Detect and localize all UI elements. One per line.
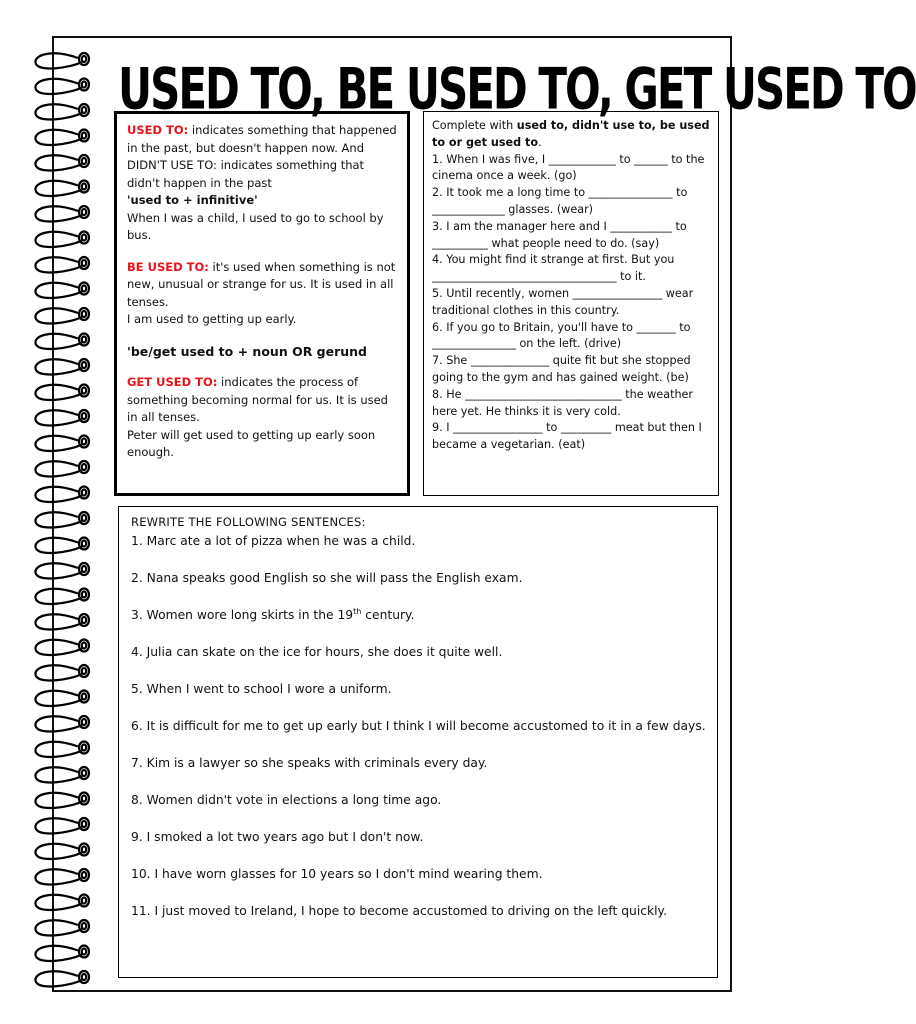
get-used-to-definition (127, 374, 399, 427)
get-used-to-example: Peter will get used to getting up early soon enough. (127, 427, 376, 459)
grammar-explanation-box (114, 111, 410, 496)
exercise-item: 8. He ____________________________ the weather here yet. He thinks it is very cold. (432, 387, 694, 418)
spiral-binding-icon (30, 46, 100, 996)
rewrite-heading: REWRITE THE FOLLOWING SENTENCES: (131, 515, 366, 529)
rewrite-sentence: 1. Marc ate a lot of pizza when he was a child. (131, 533, 416, 548)
rewrite-exercise-box (118, 506, 718, 978)
be-get-formula: 'be/get used to + noun OR gerund (127, 343, 368, 359)
rewrite-sentence: 5. When I went to school I wore a uniform. (131, 681, 392, 696)
exercise-instructions: Complete with used to, didn't use to, be used to or get used to. (432, 119, 710, 149)
rewrite-sentence: 2. Nana speaks good English so she will pass the English exam. (131, 570, 523, 585)
rewrite-sentence: 10. I have worn glasses for 10 years so I don't mind wearing them. (131, 866, 543, 881)
exercise-item: 7. She ______________ quite fit but she stopped going to the gym and has gained weight. (be) (432, 354, 691, 384)
be-used-to-example: I am used to getting up early. (127, 312, 297, 326)
be-used-to-description: it's used when something is not new, unusual or strange for us. It is used in all tenses. (127, 259, 396, 309)
rewrite-sentence: 8. Women didn't vote in elections a long time ago. (131, 792, 442, 807)
exercise-options: used to, didn't use to, be used to or get used to (432, 119, 710, 149)
used-to-formula: 'used to + infinitive' (127, 193, 258, 207)
rewrite-sentence: 7. Kim is a lawyer so she speaks with criminals every day. (131, 755, 488, 770)
rewrite-sentence: 4. Julia can skate on the ice for hours, she does it quite well. (131, 644, 503, 659)
rewrite-sentence: 3. Women wore long skirts in the 19th century. (131, 606, 415, 622)
exercise-item: 6. If you go to Britain, you'll have to _______ to _______________ on the left. (drive) (432, 320, 691, 351)
be-used-to-definition (127, 259, 399, 312)
exercise-item: 1. When I was five, I ____________ to ______ to the cinema once a week. (go) (432, 152, 705, 183)
rewrite-sentence: 11. I just moved to Ireland, I hope to become accustomed to driving on the left quickly. (131, 903, 667, 918)
exercise-item: 9. I ________________ to _________ meat but then I became a vegetarian. (eat) (432, 421, 702, 452)
be-used-to-heading: BE USED TO: (127, 259, 209, 274)
get-used-to-heading: GET USED TO: (127, 375, 218, 389)
exercise-item: 4. You might find it strange at first. But you _________________________________ to it. (432, 253, 675, 284)
exercise-item: 2. It took me a long time to _______________ to _____________ glasses. (wear) (432, 186, 688, 216)
rewrite-sentence: 9. I smoked a lot two years ago but I don't now. (131, 829, 424, 844)
page-title: USED TO, BE USED TO, GET USED TO (118, 56, 916, 123)
complete-exercise-box (423, 111, 719, 496)
used-to-example: When I was a child, I used to go to school by bus. (127, 210, 384, 242)
get-used-to-description: indicates the process of something becoming normal for us. It is used in all tenses. (127, 375, 388, 424)
used-to-description: indicates something that happened in the past, but doesn't happen now. And DIDN'T USE TO: indicates something that didn't happen in the past (127, 123, 397, 190)
used-to-definition (127, 122, 399, 192)
used-to-heading: USED TO: (127, 123, 189, 137)
exercise-item: 3. I am the manager here and I ___________ to __________ what people need to do. (say) (432, 219, 687, 250)
exercise-item: 5. Until recently, women ________________ wear traditional clothes in this country. (432, 286, 694, 317)
rewrite-sentence: 6. It is difficult for me to get up early but I think I will become accustomed to it in a few days. (131, 718, 706, 733)
